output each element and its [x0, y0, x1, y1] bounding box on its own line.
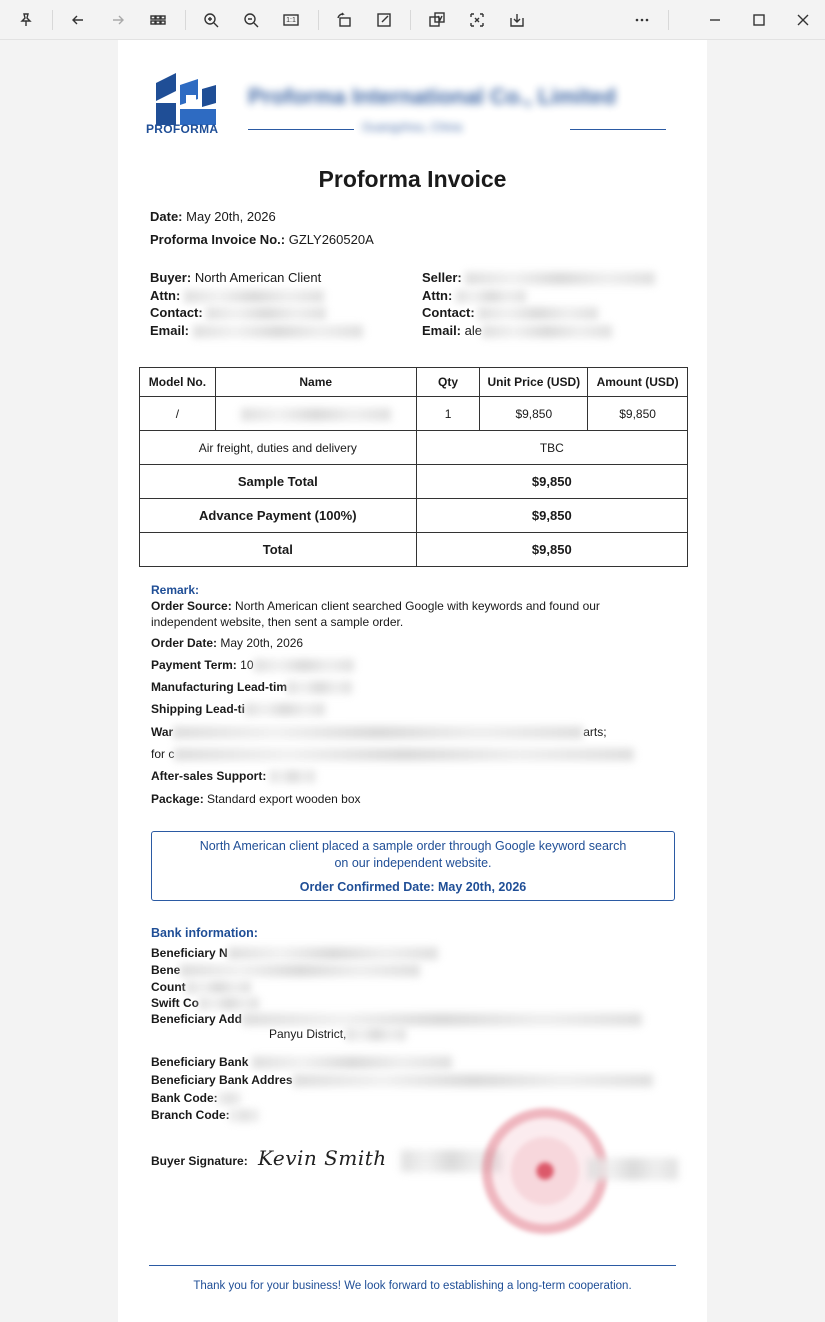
redacted-text	[230, 1109, 258, 1122]
item-unit-price: $9,850	[480, 397, 588, 431]
order-date	[151, 635, 303, 651]
redacted-text	[245, 703, 325, 716]
seller-email-prefix: ale	[464, 322, 482, 338]
maximize-icon[interactable]	[745, 6, 773, 34]
warranty	[151, 724, 607, 740]
redacted-text	[180, 964, 420, 977]
advance-value: $9,850	[416, 499, 687, 533]
close-icon[interactable]	[789, 6, 817, 34]
branch-code-label: Branch Code:	[151, 1108, 230, 1122]
invoice-no-value: GZLY260520A	[288, 232, 374, 247]
company-name: Proforma International Co., Limited	[248, 84, 616, 109]
redacted-text	[588, 1158, 678, 1180]
invoice-date	[150, 209, 276, 224]
swift-code	[151, 996, 259, 1010]
shipping-label: Shipping Lead-ti	[151, 702, 245, 716]
invoice-no-label: Proforma Invoice No.:	[150, 232, 286, 247]
buyer-label: Buyer:	[150, 270, 192, 285]
toolbar-divider	[185, 10, 186, 30]
redacted-text	[478, 307, 598, 320]
redacted-text	[482, 325, 612, 338]
header-rule-left	[248, 129, 354, 130]
buyer-contact-label: Contact:	[150, 305, 203, 320]
seller-label: Seller:	[422, 270, 462, 285]
order-date-value: May 20th, 2026	[220, 636, 304, 650]
redacted-text	[174, 748, 634, 761]
buyer-signature: Kevin Smith	[258, 1146, 387, 1170]
order-date-label: Order Date:	[151, 636, 218, 650]
address-label: Beneficiary Add	[151, 1012, 242, 1026]
beneficiary-name	[151, 946, 438, 960]
manufacturing-label: Manufacturing Lead-tim	[151, 680, 288, 694]
bank-name	[151, 1055, 452, 1069]
order-source-line1: North American client searched Google with keywords and found our	[235, 599, 600, 613]
document-page	[118, 40, 707, 1322]
sample-total-value: $9,850	[416, 465, 687, 499]
col-header: Name	[215, 368, 416, 397]
translate-icon[interactable]	[423, 6, 451, 34]
table-header-row	[140, 368, 688, 397]
item-qty: 1	[416, 397, 480, 431]
beneficiary-address	[151, 1012, 642, 1026]
item-model: /	[140, 397, 216, 431]
redacted-text	[173, 726, 583, 739]
back-icon[interactable]	[64, 6, 92, 34]
redacted-text	[456, 290, 526, 303]
zoom-in-icon[interactable]	[197, 6, 225, 34]
beneficiary-account-label: Bene	[151, 963, 181, 977]
table-row	[140, 499, 688, 533]
beneficiary-name-label: Beneficiary N	[151, 946, 228, 960]
bank-address	[151, 1073, 653, 1087]
redacted-text	[228, 947, 438, 960]
bank-heading: Bank information:	[151, 926, 258, 940]
redacted-text	[252, 1056, 452, 1069]
notice-text	[152, 838, 674, 872]
warranty-line2-prefix: for c	[151, 747, 175, 761]
redacted-text	[242, 1013, 642, 1026]
shipping-lead	[151, 701, 325, 717]
logo-text: PROFORMA	[146, 122, 219, 136]
total-value: $9,850	[416, 533, 687, 567]
header-rule-right	[570, 129, 666, 130]
invoice-table	[139, 367, 688, 567]
save-icon[interactable]	[503, 6, 531, 34]
viewer-toolbar	[0, 0, 825, 40]
redacted-text	[346, 1028, 406, 1041]
address-line2	[269, 1027, 406, 1041]
actual-size-icon[interactable]	[277, 6, 305, 34]
package-label: Package:	[151, 792, 204, 806]
aftersales-label: After-sales Support:	[151, 769, 267, 783]
toolbar-divider	[668, 10, 669, 30]
seller-attn-label: Attn:	[422, 287, 453, 303]
package	[151, 791, 361, 807]
table-row	[140, 397, 688, 431]
redacted-text	[186, 981, 251, 994]
forward-icon[interactable]	[104, 6, 132, 34]
formula-icon[interactable]	[463, 6, 491, 34]
col-header: Model No.	[140, 368, 216, 397]
country-label: Count	[151, 980, 186, 994]
order-notice-box	[151, 831, 675, 901]
company-subtitle: Guangzhou, China	[362, 120, 463, 134]
redacted-text	[270, 770, 315, 783]
swift-label: Swift Co	[151, 996, 199, 1010]
aftersales	[151, 768, 315, 784]
item-name	[215, 397, 416, 431]
buyer-signature-label: Buyer Signature:	[151, 1154, 248, 1168]
pin-icon[interactable]	[12, 6, 40, 34]
address-line2-text: Panyu District,	[269, 1027, 347, 1041]
document-title: Proforma Invoice	[318, 166, 507, 192]
col-header: Unit Price (USD)	[480, 368, 588, 397]
manufacturing-lead	[151, 679, 352, 695]
redacted-text	[199, 997, 259, 1010]
table-row	[140, 533, 688, 567]
notice-line2: on our independent website.	[334, 856, 492, 870]
date-value: May 20th, 2026	[186, 209, 276, 224]
rotate-icon[interactable]	[330, 6, 358, 34]
col-header: Amount (USD)	[588, 368, 688, 397]
order-source-label: Order Source:	[151, 599, 232, 613]
payment-term-label: Payment Term:	[151, 658, 237, 672]
annotate-icon[interactable]	[370, 6, 398, 34]
footer-rule	[149, 1265, 676, 1266]
item-amount: $9,850	[588, 397, 688, 431]
order-source-line2: independent website, then sent a sample order.	[151, 615, 404, 629]
seller-email-label: Email:	[422, 322, 462, 338]
warranty-line2	[151, 746, 634, 762]
buyer-value: North American Client	[194, 270, 322, 285]
redacted-text	[254, 659, 354, 672]
redacted-text	[184, 290, 324, 303]
bank-code-label: Bank Code:	[151, 1091, 218, 1105]
table-row	[140, 431, 688, 465]
date-label: Date:	[150, 209, 183, 224]
toolbar-divider	[318, 10, 319, 30]
footer-text: Thank you for your business! We look forward to establishing a long-term cooperation.	[193, 1280, 632, 1292]
seller-block	[422, 269, 692, 339]
table-row	[140, 465, 688, 499]
warranty-tail: arts;	[583, 725, 607, 739]
order-source	[151, 598, 600, 614]
seller-contact-label: Contact:	[422, 305, 475, 320]
payment-term	[151, 657, 354, 673]
bank-address-label: Beneficiary Bank Addres	[151, 1073, 293, 1087]
remark-heading: Remark:	[151, 583, 200, 597]
bank-code	[151, 1091, 240, 1105]
redacted-text	[206, 307, 326, 320]
warranty-label: War	[151, 725, 174, 739]
col-header: Qty	[416, 368, 480, 397]
notice-line1: North American client placed a sample order through Google keyword search	[199, 839, 627, 853]
redacted-text	[293, 1074, 653, 1087]
advance-label: Advance Payment (100%)	[140, 499, 417, 533]
redacted-text	[465, 272, 655, 285]
redacted-text	[193, 325, 363, 338]
buyer-email-label: Email:	[150, 322, 190, 338]
sample-total-label: Sample Total	[140, 465, 417, 499]
redacted-text	[241, 408, 391, 421]
redacted-text	[287, 681, 352, 694]
thumbnails-icon[interactable]	[144, 6, 172, 34]
toolbar-divider	[52, 10, 53, 30]
toolbar-divider	[410, 10, 411, 30]
bank-name-label: Beneficiary Bank	[151, 1055, 249, 1069]
freight-label: Air freight, duties and delivery	[140, 431, 417, 465]
order-confirmed-date: Order Confirmed Date: May 20th, 2026	[299, 880, 527, 894]
freight-value: TBC	[416, 431, 687, 465]
minimize-icon[interactable]	[701, 6, 729, 34]
country	[151, 980, 251, 994]
total-label: Total	[140, 533, 417, 567]
beneficiary-account	[151, 963, 420, 977]
more-icon[interactable]	[628, 6, 656, 34]
package-value: Standard export wooden box	[207, 792, 361, 806]
branch-code	[151, 1108, 258, 1122]
buyer-attn-label: Attn:	[150, 287, 181, 303]
redacted-text	[218, 1092, 240, 1105]
buyer-block	[150, 269, 400, 339]
zoom-out-icon[interactable]	[237, 6, 265, 34]
actual-size-label: 1:1	[286, 16, 296, 24]
payment-term-prefix: 10	[240, 658, 254, 672]
invoice-number	[150, 232, 374, 247]
